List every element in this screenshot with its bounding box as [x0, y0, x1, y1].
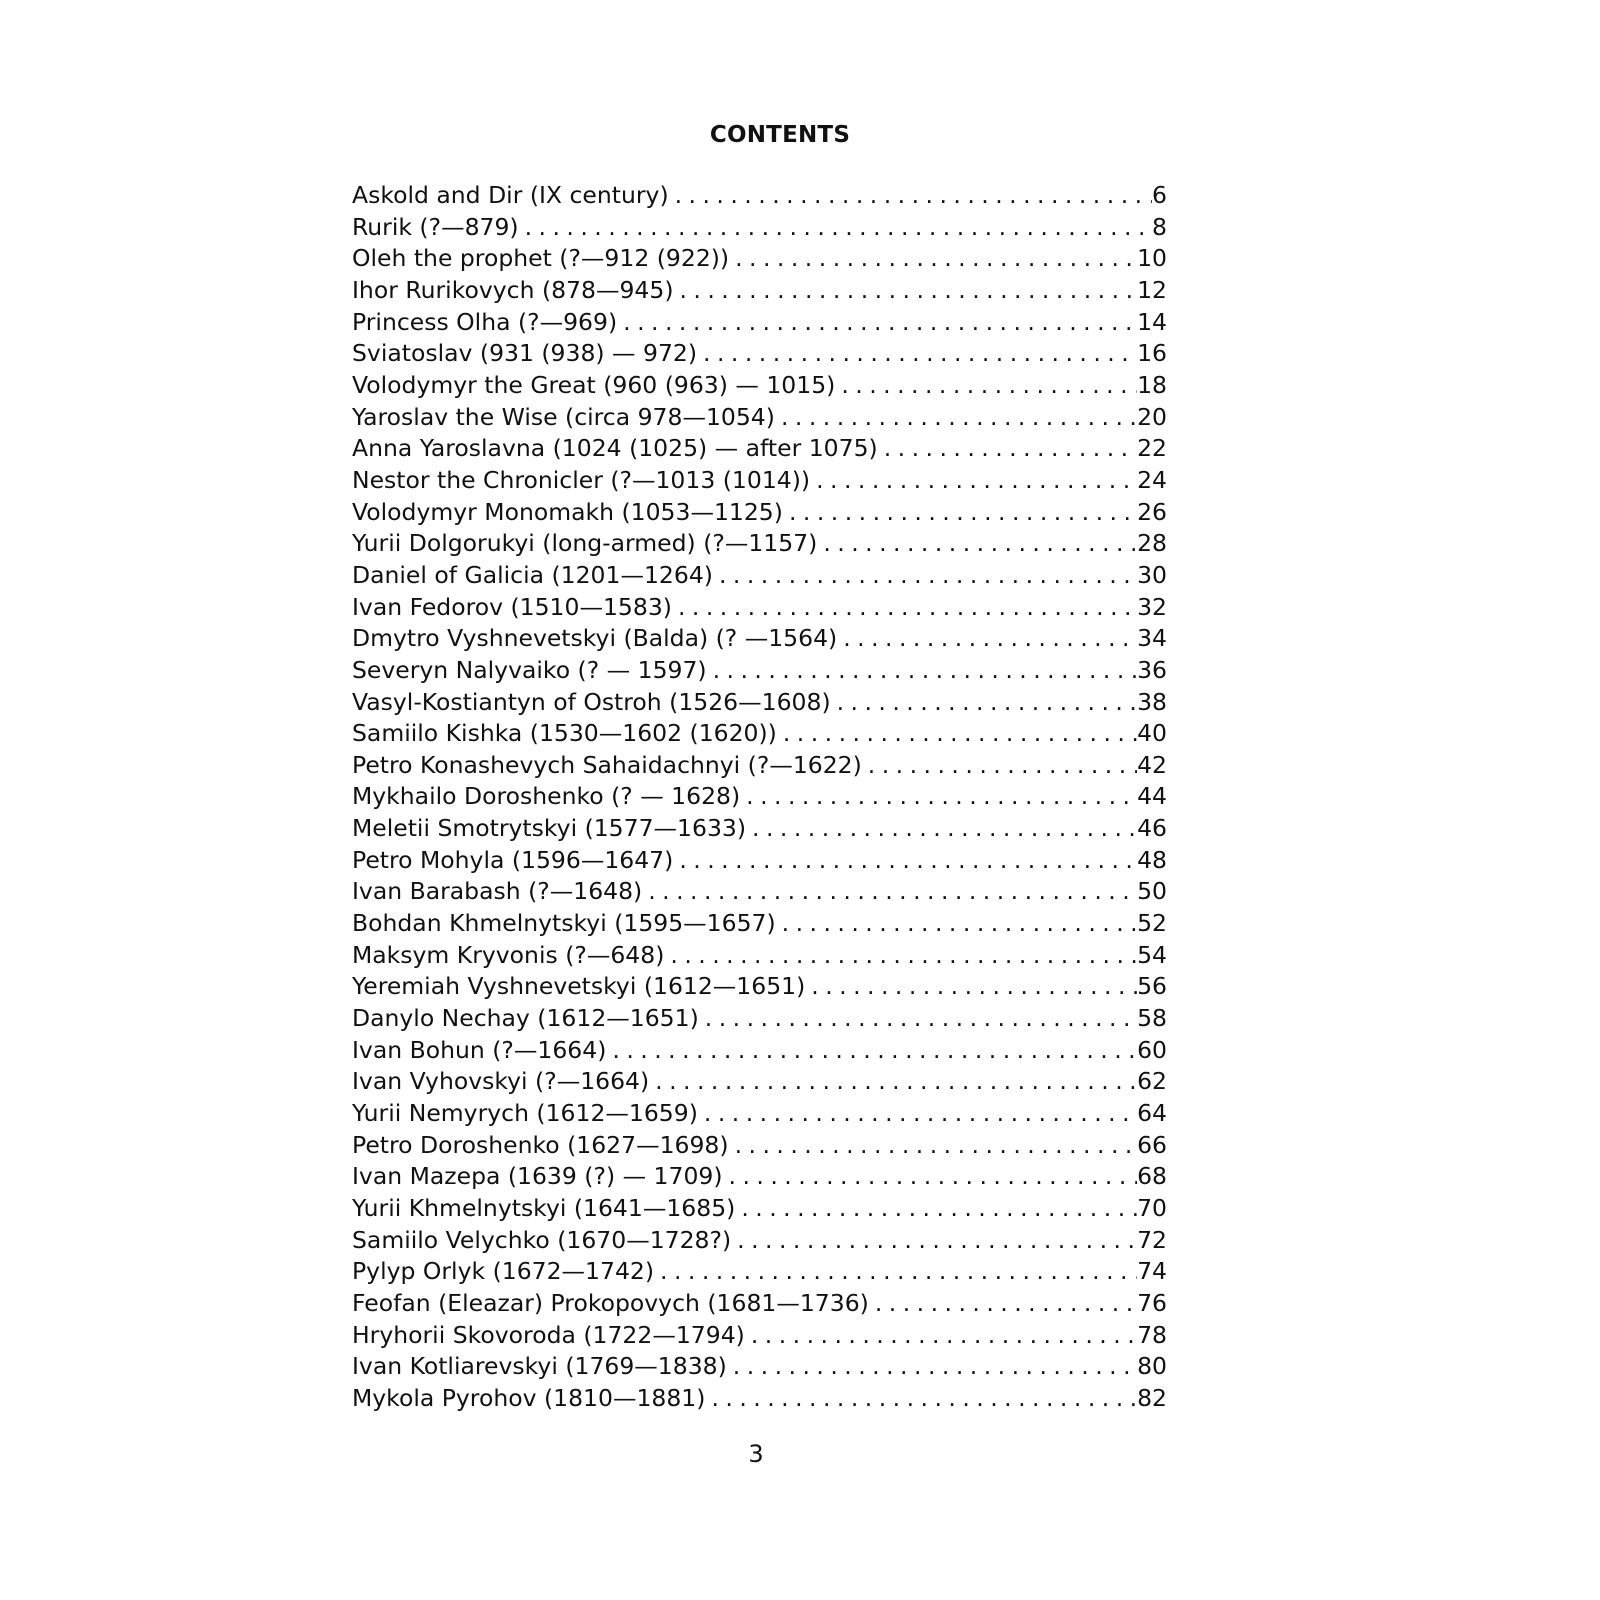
toc-entry-page: 6 — [1152, 181, 1167, 209]
toc-entry[interactable] — [352, 718, 1167, 750]
toc-entry[interactable] — [352, 307, 1167, 339]
toc-entry-title: Askold and Dir (IX century) — [352, 181, 669, 209]
dot-leader — [679, 275, 1137, 307]
toc-entry-title: Feofan (Eleazar) Prokopovych (1681—1736) — [352, 1288, 869, 1317]
toc-entry-page: 36 — [1137, 655, 1167, 684]
toc-entry[interactable] — [352, 1225, 1167, 1257]
dot-leader — [737, 1225, 1137, 1257]
toc-entry[interactable] — [352, 1161, 1167, 1193]
toc-entry[interactable] — [352, 1320, 1167, 1352]
toc-entry[interactable] — [352, 876, 1167, 908]
toc-entry-page: 82 — [1137, 1383, 1167, 1412]
toc-entry[interactable] — [352, 1066, 1167, 1098]
dot-leader — [525, 212, 1152, 244]
toc-entry-page: 62 — [1137, 1067, 1167, 1096]
dot-leader — [705, 1003, 1137, 1035]
toc-entry-page: 70 — [1137, 1194, 1167, 1222]
toc-entry-page: 16 — [1137, 339, 1167, 368]
toc-entry-page: 12 — [1137, 275, 1167, 304]
toc-entry[interactable] — [352, 592, 1167, 624]
toc-entry-page: 20 — [1137, 402, 1167, 431]
dot-leader — [660, 1256, 1137, 1288]
toc-entry-page: 80 — [1137, 1352, 1167, 1381]
dot-leader — [746, 781, 1137, 813]
dot-leader — [875, 1288, 1137, 1320]
dot-leader — [711, 1383, 1137, 1415]
dot-leader — [811, 971, 1137, 1003]
toc-entry-page: 42 — [1137, 750, 1167, 779]
toc-entry-title: Maksym Kryvonis (?—648) — [352, 940, 665, 969]
toc-entry-title: Volodymyr Monomakh (1053—1125) — [352, 497, 783, 526]
table-of-contents — [352, 180, 1167, 1415]
dot-leader — [741, 1193, 1137, 1225]
toc-entry[interactable] — [352, 402, 1167, 434]
toc-entry-page: 64 — [1137, 1099, 1167, 1128]
dot-leader — [648, 876, 1137, 908]
toc-entry[interactable] — [352, 1351, 1167, 1383]
toc-entry-page: 30 — [1137, 560, 1167, 589]
toc-entry-title: Hryhorii Skovoroda (1722—1794) — [352, 1320, 745, 1349]
dot-leader — [816, 465, 1137, 497]
toc-entry[interactable] — [352, 528, 1167, 560]
toc-entry-title: Ivan Barabash (?—1648) — [352, 877, 643, 906]
toc-entry-title: Yurii Dolgorukyi (long-armed) (?—1157) — [352, 529, 818, 558]
toc-entry[interactable] — [352, 560, 1167, 592]
toc-entry-page: 68 — [1137, 1162, 1167, 1191]
toc-entry-title: Mykola Pyrohov (1810—1881) — [352, 1383, 706, 1412]
dot-leader — [735, 1130, 1138, 1162]
toc-entry[interactable] — [352, 1035, 1167, 1067]
dot-leader — [678, 592, 1137, 624]
toc-entry-page: 8 — [1152, 212, 1167, 241]
toc-entry-title: Ihor Rurikovych (878—945) — [352, 275, 674, 304]
toc-entry-page: 18 — [1137, 370, 1167, 399]
dot-leader — [670, 940, 1137, 972]
toc-entry-page: 72 — [1137, 1225, 1167, 1254]
toc-entry[interactable] — [352, 497, 1167, 529]
toc-entry[interactable] — [352, 243, 1167, 275]
dot-leader — [752, 813, 1137, 845]
toc-entry-page: 38 — [1137, 687, 1167, 716]
toc-entry-title: Volodymyr the Great (960 (963) — 1015) — [352, 370, 836, 399]
dot-leader — [751, 1320, 1137, 1352]
toc-entry[interactable] — [352, 781, 1167, 813]
toc-entry[interactable] — [352, 813, 1167, 845]
toc-entry[interactable] — [352, 465, 1167, 497]
dot-leader — [675, 180, 1152, 212]
dot-leader — [843, 623, 1137, 655]
toc-entry-page: 78 — [1137, 1320, 1167, 1349]
toc-entry-page: 34 — [1137, 624, 1167, 653]
toc-entry-page: 50 — [1137, 877, 1167, 906]
dot-leader — [789, 497, 1137, 529]
toc-entry-title: Mykhailo Doroshenko (? — 1628) — [352, 782, 741, 811]
page-number: 3 — [748, 1440, 764, 1468]
toc-entry[interactable] — [352, 370, 1167, 402]
dot-leader — [783, 718, 1137, 750]
toc-entry-title: Samiilo Velychko (1670—1728?) — [352, 1225, 732, 1254]
dot-leader — [719, 560, 1137, 592]
dot-leader — [612, 1035, 1137, 1067]
toc-entry-title: Yurii Khmelnytskyi (1641—1685) — [352, 1194, 736, 1222]
toc-entry-title: Sviatoslav (931 (938) — 972) — [352, 339, 698, 368]
toc-entry-page: 56 — [1137, 972, 1167, 1001]
toc-entry-title: Yaroslav the Wise (circa 978—1054) — [352, 402, 775, 431]
toc-entry-page: 66 — [1137, 1130, 1167, 1159]
dot-leader — [868, 750, 1137, 782]
toc-entry-page: 52 — [1137, 909, 1167, 938]
toc-entry-page: 76 — [1137, 1288, 1167, 1317]
toc-entry[interactable] — [352, 1256, 1167, 1288]
toc-entry-title: Rurik (?—879) — [352, 212, 519, 241]
toc-entry[interactable] — [352, 687, 1167, 719]
dot-leader — [704, 1098, 1137, 1130]
dot-leader — [713, 655, 1137, 687]
toc-entry-title: Oleh the prophet (?—912 (922)) — [352, 244, 730, 273]
dot-leader — [655, 1066, 1137, 1098]
toc-entry[interactable] — [352, 433, 1167, 465]
toc-entry[interactable] — [352, 1383, 1167, 1415]
toc-entry-page: 24 — [1137, 465, 1167, 494]
toc-entry-page: 44 — [1137, 782, 1167, 811]
toc-entry[interactable] — [352, 655, 1167, 687]
toc-entry[interactable] — [352, 1130, 1167, 1162]
toc-entry-page: 60 — [1137, 1035, 1167, 1064]
toc-entry[interactable] — [352, 338, 1167, 370]
toc-entry-title: Ivan Kotliarevskyi (1769—1838) — [352, 1352, 727, 1381]
toc-entry[interactable] — [352, 908, 1167, 940]
toc-entry-title: Samiilo Kishka (1530—1602 (1620)) — [352, 719, 777, 748]
toc-entry-title: Ivan Vyhovskyi (?—1664) — [352, 1067, 650, 1096]
dot-leader — [782, 908, 1137, 940]
dot-leader — [679, 845, 1137, 877]
toc-entry-title: Ivan Bohun (?—1664) — [352, 1035, 607, 1064]
toc-entry-page: 54 — [1137, 940, 1167, 969]
dot-leader — [729, 1161, 1138, 1193]
toc-entry[interactable] — [352, 845, 1167, 877]
toc-entry-title: Danylo Nechay (1612—1651) — [352, 1004, 699, 1033]
toc-entry-title: Vasyl-Kostiantyn of Ostroh (1526—1608) — [352, 687, 831, 716]
toc-entry-title: Severyn Nalyvaiko (? — 1597) — [352, 655, 707, 684]
toc-entry-title: Yurii Nemyrych (1612—1659) — [352, 1099, 698, 1128]
toc-entry-page: 28 — [1137, 529, 1167, 558]
toc-entry-title: Daniel of Galicia (1201—1264) — [352, 560, 713, 589]
toc-entry[interactable] — [352, 1193, 1167, 1225]
toc-entry-title: Dmytro Vyshnevetskyi (Balda) (? —1564) — [352, 624, 838, 653]
dot-leader — [733, 1351, 1137, 1383]
toc-entry-title: Anna Yaroslavna (1024 (1025) — after 1075) — [352, 434, 878, 463]
toc-entry-title: Petro Doroshenko (1627—1698) — [352, 1130, 729, 1159]
toc-entry-page: 48 — [1137, 845, 1167, 874]
dot-leader — [837, 687, 1137, 719]
dot-leader — [841, 370, 1137, 402]
toc-entry-page: 58 — [1137, 1004, 1167, 1033]
dot-leader — [781, 402, 1137, 434]
toc-entry-page: 10 — [1137, 244, 1167, 273]
toc-entry[interactable] — [352, 1003, 1167, 1035]
toc-entry-title: Petro Konashevych Sahaidachnyi (?—1622) — [352, 750, 862, 779]
dot-leader — [884, 433, 1137, 465]
toc-entry[interactable] — [352, 212, 1167, 244]
toc-entry[interactable] — [352, 1288, 1167, 1320]
dot-leader — [703, 338, 1137, 370]
toc-entry-title: Ivan Fedorov (1510—1583) — [352, 592, 672, 621]
dot-leader — [735, 243, 1137, 275]
toc-entry-title: Ivan Mazepa (1639 (?) — 1709) — [352, 1162, 723, 1191]
toc-entry-title: Pylyp Orlyk (1672—1742) — [352, 1257, 655, 1286]
toc-entry-title: Nestor the Chronicler (?—1013 (1014)) — [352, 465, 811, 494]
toc-entry-title: Bohdan Khmelnytskyi (1595—1657) — [352, 909, 776, 938]
toc-entry-title: Petro Mohyla (1596—1647) — [352, 845, 674, 874]
toc-entry[interactable] — [352, 1098, 1167, 1130]
toc-entry-page: 22 — [1137, 434, 1167, 463]
toc-entry-title: Yeremiah Vyshnevetskyi (1612—1651) — [352, 972, 806, 1001]
toc-entry-title: Meletii Smotrytskyi (1577—1633) — [352, 814, 747, 843]
toc-entry[interactable] — [352, 940, 1167, 972]
toc-entry-page: 32 — [1137, 592, 1167, 621]
page-title: CONTENTS — [709, 122, 851, 148]
toc-entry-page: 74 — [1137, 1257, 1167, 1286]
toc-entry-title: Princess Olha (?—969) — [352, 307, 618, 336]
toc-entry-page: 14 — [1137, 307, 1167, 336]
toc-entry[interactable] — [352, 971, 1167, 1003]
toc-entry-page: 26 — [1137, 497, 1167, 526]
toc-entry-page: 46 — [1137, 814, 1167, 843]
toc-entry[interactable] — [352, 750, 1167, 782]
toc-entry[interactable] — [352, 180, 1167, 212]
toc-entry-page: 40 — [1137, 719, 1167, 748]
dot-leader — [823, 528, 1137, 560]
toc-entry[interactable] — [352, 623, 1167, 655]
dot-leader — [623, 307, 1137, 339]
toc-entry[interactable] — [352, 275, 1167, 307]
